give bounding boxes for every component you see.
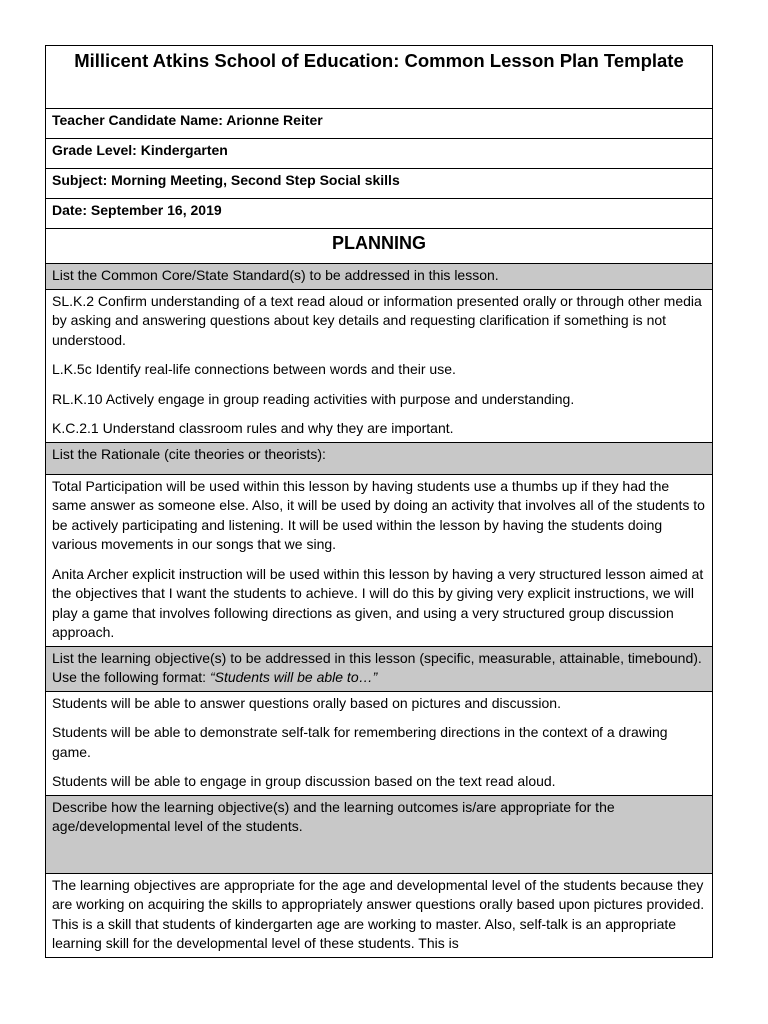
standards-prompt: List the Common Core/State Standard(s) to be addressed in this lesson.: [46, 264, 713, 290]
rationale-content-row: [46, 474, 713, 646]
rationale-content: [46, 474, 713, 646]
subject-row: [46, 169, 713, 199]
standard-item: SL.K.2 Confirm understanding of a text read aloud or information presented orally or through other media by asking and answering questions about key details and requesting clarification if something is not understood.: [52, 292, 702, 348]
appropriateness-prompt: Describe how the learning objective(s) and the learning outcomes is/are appropriate for the age/developmental level of the students.: [46, 795, 713, 873]
rationale-item: Total Participation will be used within this lesson by having students use a thumbs up if they had the same answer as someone else. Also, it will be used by doing an activity that involves all of the students to be actively participating and listening. It will be used within the lesson by having the students doing various movements in our songs that we sing.: [52, 477, 705, 552]
appropriateness-content: The learning objectives are appropriate for the age and developmental level of the students because they are working on acquiring the skills to appropriately answer questions orally based upon pictures provided. This is a skill that students of kindergarten age are working to master. Also, self-talk is an appropriate learning skill for the developmental level of these students. This is: [46, 873, 713, 957]
rationale-item: Anita Archer explicit instruction will be used within this lesson by having a very structured lesson aimed at the objectives that I want the students to achieve. I will do this by giving very explicit instructions, we will play a game that involves following directions as given, and using a very structured group discussion approach.: [52, 565, 704, 640]
objectives-prompt-format: “Students will be able to…”: [209, 669, 378, 685]
objectives-prompt-text: List the learning objective(s) to be addressed in this lesson (specific, measurable, attainable, timebound). Use the following format:: [52, 649, 702, 685]
objectives-prompt-row: [46, 646, 713, 691]
teacher-row: [46, 109, 713, 139]
standard-item: RL.K.10 Actively engage in group reading activities with purpose and understanding.: [52, 390, 575, 407]
objectives-content: [46, 691, 713, 795]
teacher-name: Teacher Candidate Name: Arionne Reiter: [46, 109, 713, 139]
objectives-prompt: [46, 646, 713, 691]
title-row: [46, 46, 713, 109]
appropriateness-prompt-row: [46, 795, 713, 873]
section-heading: PLANNING: [46, 229, 713, 264]
subject: Subject: Morning Meeting, Second Step Social skills: [46, 169, 713, 199]
standard-item: L.K.5c Identify real-life connections between words and their use.: [52, 361, 456, 377]
section-heading-row: [46, 229, 713, 264]
objective-item: Students will be able to engage in group discussion based on the text read aloud.: [52, 773, 556, 789]
standards-prompt-row: [46, 264, 713, 290]
date-row: [46, 199, 713, 229]
appropriateness-content-row: [46, 873, 713, 957]
standards-content: [46, 289, 713, 442]
grade-row: [46, 139, 713, 169]
standards-content-row: [46, 289, 713, 442]
lesson-plan-table: [45, 45, 713, 958]
objective-item: Students will be able to demonstrate self-talk for remembering directions in the context of a drawing game.: [52, 724, 668, 760]
objectives-content-row: [46, 691, 713, 795]
objective-item: Students will be able to answer questions orally based on pictures and discussion.: [52, 694, 561, 711]
grade-level: Grade Level: Kindergarten: [46, 139, 713, 169]
rationale-prompt-row: [46, 442, 713, 474]
lesson-date: Date: September 16, 2019: [46, 199, 713, 229]
rationale-prompt: List the Rationale (cite theories or theorists):: [46, 442, 713, 474]
document-title: Millicent Atkins School of Education: Common Lesson Plan Template: [46, 46, 713, 109]
standard-item: K.C.2.1 Understand classroom rules and why they are important.: [52, 420, 454, 436]
